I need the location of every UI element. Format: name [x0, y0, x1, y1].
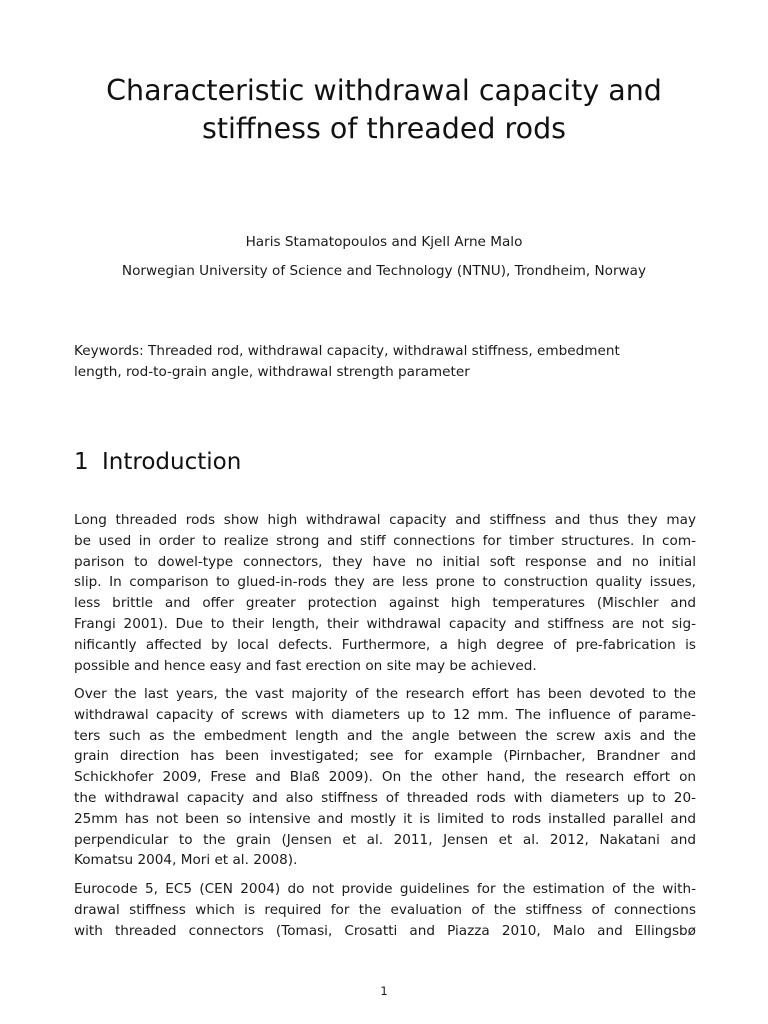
- paragraph-line: possible and hence easy and fast erection on site may be achieved.: [74, 657, 537, 674]
- page-number: 1: [380, 984, 388, 998]
- section-heading: [74, 446, 241, 478]
- author-block: [60, 228, 708, 286]
- paragraph-line: Eurocode 5, EC5 (CEN 2004) do not provide guidelines for the estimation of the with-: [74, 881, 696, 897]
- paper-title: [60, 72, 708, 148]
- paragraph-line: Komatsu 2004, Mori et al. 2008).: [74, 852, 298, 869]
- title-line: stiffness of threaded rods: [201, 112, 567, 145]
- paragraph-line: 25mm has not been so intensive and mostly it is limited to rods installed parallel and: [74, 810, 696, 827]
- paragraph-line: nificantly affected by local defects. Furthermore, a high degree of pre-fabrication is: [74, 636, 696, 653]
- paragraph-line: Long threaded rods show high withdrawal capacity and stiffness and thus they may: [74, 512, 696, 528]
- keywords-line: length, rod-to-grain angle, withdrawal strength parameter: [74, 364, 470, 380]
- paragraph-line: with threaded connectors (Tomasi, Crosatti and Piazza 2010, Malo and Ellingsbø: [74, 922, 696, 939]
- paragraph-line: withdrawal capacity of screws with diameters up to 12 mm. The influence of parame-: [74, 706, 696, 723]
- paragraph-line: be used in order to realize strong and stiff connections for timber structures. In com-: [74, 532, 696, 549]
- section-title: Introduction: [102, 449, 242, 475]
- paragraph-line: parison to dowel-type connectors, they have no initial soft response and no initial: [74, 553, 696, 570]
- paragraph-line: Schickhofer 2009, Frese and Blaß 2009). On the other hand, the research effort on: [74, 769, 696, 786]
- paragraph-line: Over the last years, the vast majority of the research effort has been devoted to the: [74, 686, 696, 702]
- authors: Haris Stamatopoulos and Kjell Arne Malo: [245, 234, 523, 250]
- affiliation: Norwegian University of Science and Technology (NTNU), Trondheim, Norway: [121, 263, 647, 279]
- paragraph-line: less brittle and offer greater protection against high temperatures (Mischler and: [74, 595, 696, 612]
- paragraph-line: slip. In comparison to glued-in-rods they are less prone to construction quality issues,: [74, 574, 696, 591]
- paragraph-line: drawal stiffness which is required for the evaluation of the stiffness of connections: [74, 901, 696, 918]
- paragraph-line: grain direction has been investigated; see for example (Pirnbacher, Brandner and: [74, 748, 696, 765]
- paragraph-line: the withdrawal capacity and also stiffness of threaded rods with diameters up to 20-: [74, 789, 696, 806]
- paragraph: [74, 510, 696, 676]
- title-line: Characteristic withdrawal capacity and: [106, 74, 662, 107]
- paragraph-line: perpendicular to the grain (Jensen et al. 2011, Jensen et al. 2012, Nakatani and: [74, 831, 696, 848]
- paragraph-line: ters such as the embedment length and the angle between the screw axis and the: [74, 727, 696, 744]
- paragraph: [74, 684, 696, 871]
- paragraph-line: Frangi 2001). Due to their length, their withdrawal capacity and stiffness are not sig-: [74, 615, 696, 632]
- keywords: [74, 341, 694, 383]
- section-number: 1: [74, 449, 89, 475]
- keywords-line: Keywords: Threaded rod, withdrawal capacity, withdrawal stiffness, embedment: [74, 343, 620, 359]
- paragraph: [74, 879, 696, 941]
